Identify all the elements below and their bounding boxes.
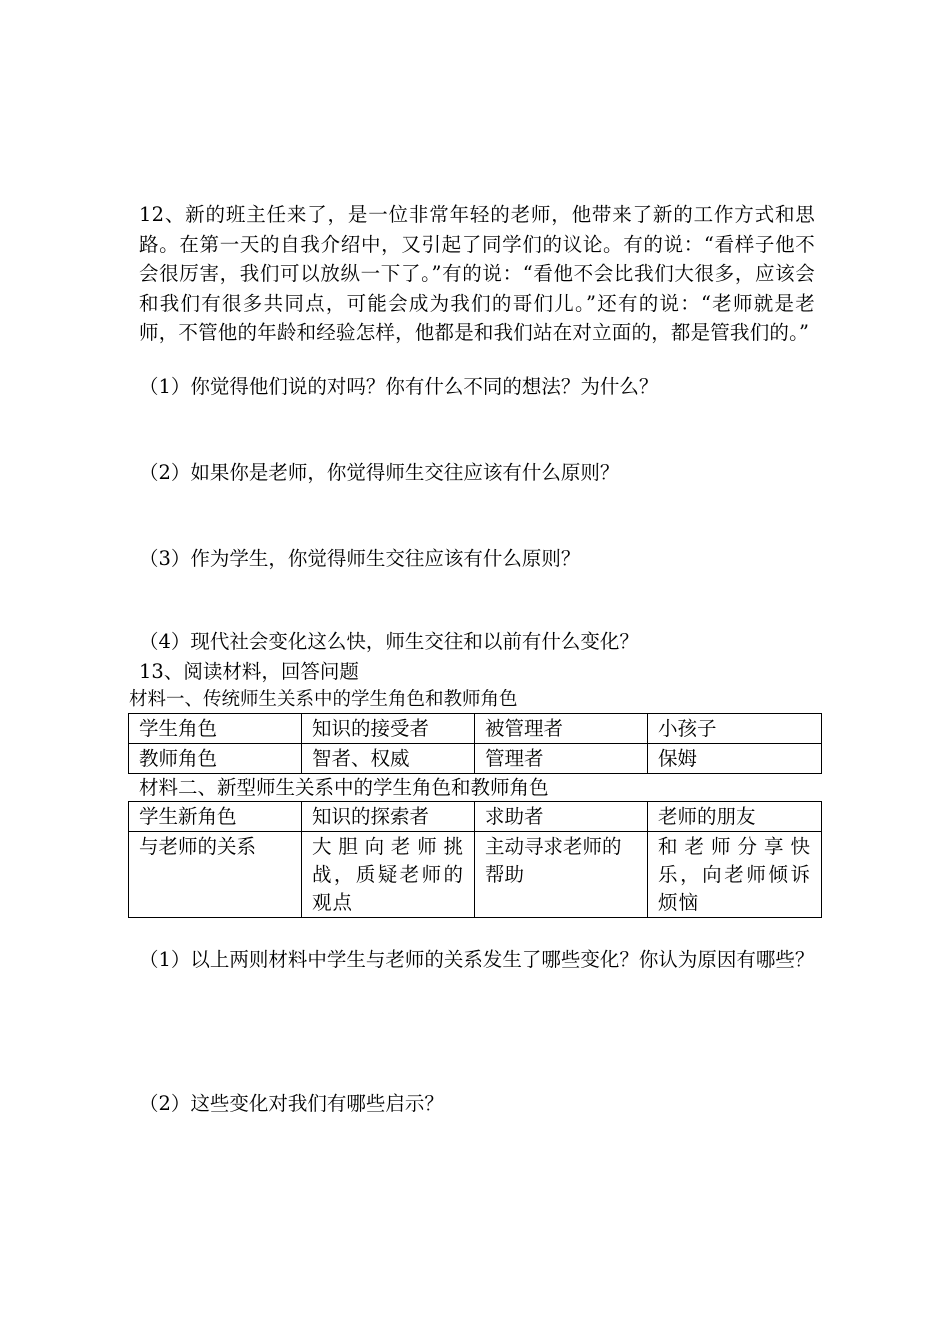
question-12-sub-4: （4）现代社会变化这么快，师生交往和以前有什么变化？: [139, 630, 639, 653]
question-13-sub-1: （1）以上两则材料中学生与老师的关系发生了哪些变化？你认为原因有哪些？: [139, 948, 815, 971]
table-cell: 小孩子: [648, 714, 822, 744]
question-12-sub-3: （3）作为学生，你觉得师生交往应该有什么原则？: [139, 547, 581, 570]
question-12-text: 12、新的班主任来了，是一位非常年轻的老师，他带来了新的工作方式和思路。在第一天的自我介绍中，又引起了同学们的议论。有的说：“看样子他不会很厉害，我们可以放纵一下了。”有的说：“看他不会比我们大很多，应该会和我们有很多共同点，可能会成为我们的哥们儿。”还有的说：“老师就是老师，不管他的年龄和经验怎样，他都是和我们站在对立面的，都是管我们的。”: [139, 203, 815, 344]
table-cell: 主动寻求老师的帮助: [475, 832, 648, 918]
material-1-caption: 材料一、传统师生关系中的学生角色和教师角色: [129, 689, 518, 710]
table-cell: 求助者: [475, 802, 648, 832]
question-13-title: 13、阅读材料，回答问题: [139, 660, 359, 683]
table-row: [129, 744, 822, 774]
table-cell: 被管理者: [475, 714, 648, 744]
table-cell: 大胆向老师挑战，质疑老师的观点: [302, 832, 475, 918]
table-cell: 学生角色: [129, 714, 302, 744]
table-cell: 管理者: [475, 744, 648, 774]
question-12-sub-1: （1）你觉得他们说的对吗？你有什么不同的想法？为什么？: [139, 375, 659, 398]
table-row: [129, 714, 822, 744]
table-row: [129, 802, 822, 832]
question-12-sub-2: （2）如果你是老师，你觉得师生交往应该有什么原则？: [139, 461, 620, 484]
table-cell: 和老师分享快乐，向老师倾诉烦恼: [648, 832, 822, 918]
table-cell: 与老师的关系: [129, 832, 302, 918]
material-2-table: [128, 801, 822, 918]
table-cell: 知识的探索者: [302, 802, 475, 832]
table-cell: 学生新角色: [129, 802, 302, 832]
table-cell: 教师角色: [129, 744, 302, 774]
table-cell: 老师的朋友: [648, 802, 822, 832]
material-2-caption: 材料二、新型师生关系中的学生角色和教师角色: [139, 776, 549, 799]
material-1-table: [128, 713, 822, 774]
table-row: [129, 832, 822, 918]
question-13-sub-2: （2）这些变化对我们有哪些启示？: [139, 1092, 444, 1115]
table-cell: 知识的接受者: [302, 714, 475, 744]
table-cell: 智者、权威: [302, 744, 475, 774]
table-cell: 保姆: [648, 744, 822, 774]
